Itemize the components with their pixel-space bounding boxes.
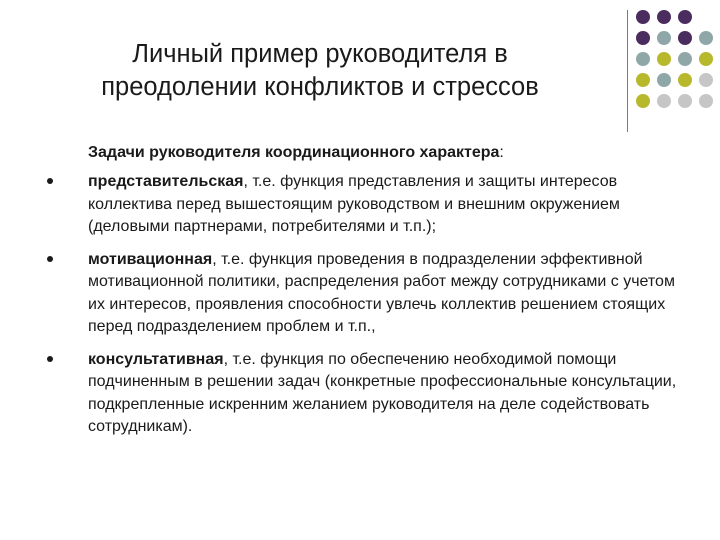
decorative-dot xyxy=(699,73,713,87)
bullet-icon xyxy=(47,178,53,184)
bullet-list xyxy=(0,171,720,449)
list-item xyxy=(0,249,720,339)
decorative-dot xyxy=(699,31,713,45)
list-item-text xyxy=(88,249,678,339)
list-item-text xyxy=(88,171,678,239)
list-item-description: , т.е. функция по обеспечению необходимой помощи подчиненным в решении задач (конкретные профессиональные консультации, подкрепленные искренним желанием руководителя на деле содействовать сотрудникам). xyxy=(88,350,677,435)
list-item-description: , т.е. функция представления и защиты интересов коллектива перед вышестоящим руководством и внешним окружением (деловыми партнерами, потребителями и т.п.); xyxy=(88,173,620,235)
list-item-text xyxy=(88,349,678,439)
decorative-dot-grid xyxy=(636,10,720,120)
decorative-dot xyxy=(699,52,713,66)
decorative-dot xyxy=(636,94,650,108)
decorative-dot xyxy=(657,94,671,108)
decorative-dot xyxy=(657,10,671,24)
decorative-dot xyxy=(699,94,713,108)
slide-title xyxy=(40,38,600,104)
list-item-term: консультативная xyxy=(88,350,224,368)
decorative-dot xyxy=(678,10,692,24)
section-subtitle-colon: : xyxy=(499,144,504,161)
decorative-dot xyxy=(636,10,650,24)
bullet-icon xyxy=(47,256,53,262)
list-item-term: представительская xyxy=(88,173,244,190)
decorative-dot xyxy=(678,94,692,108)
decorative-dot xyxy=(657,73,671,87)
decorative-dot xyxy=(636,31,650,45)
section-subtitle xyxy=(88,143,504,163)
decorative-dot xyxy=(678,52,692,66)
decorative-dot xyxy=(678,31,692,45)
decorative-dot xyxy=(636,52,650,66)
list-item xyxy=(0,349,720,439)
list-item xyxy=(0,171,720,239)
list-item-term: мотивационная xyxy=(88,250,213,268)
slide-title-line-2: преодолении конфликтов и стрессов xyxy=(101,73,539,101)
vertical-divider xyxy=(627,10,628,132)
decorative-dot xyxy=(636,73,650,87)
decorative-dot xyxy=(657,52,671,66)
section-subtitle-bold: Задачи руководителя координационного характера xyxy=(88,144,500,161)
bullet-icon xyxy=(47,356,53,362)
list-item-description: , т.е. функция проведения в подразделении эффективной мотивационной политики, распределения работ между сотрудниками с учетом их интересов, проявления способности увлечь коллектив решением стоящих перед подразделением проблем и т.п., xyxy=(88,250,675,335)
decorative-dot xyxy=(657,31,671,45)
decorative-dot xyxy=(678,73,692,87)
slide-title-line-1: Личный пример руководителя в xyxy=(132,40,508,68)
